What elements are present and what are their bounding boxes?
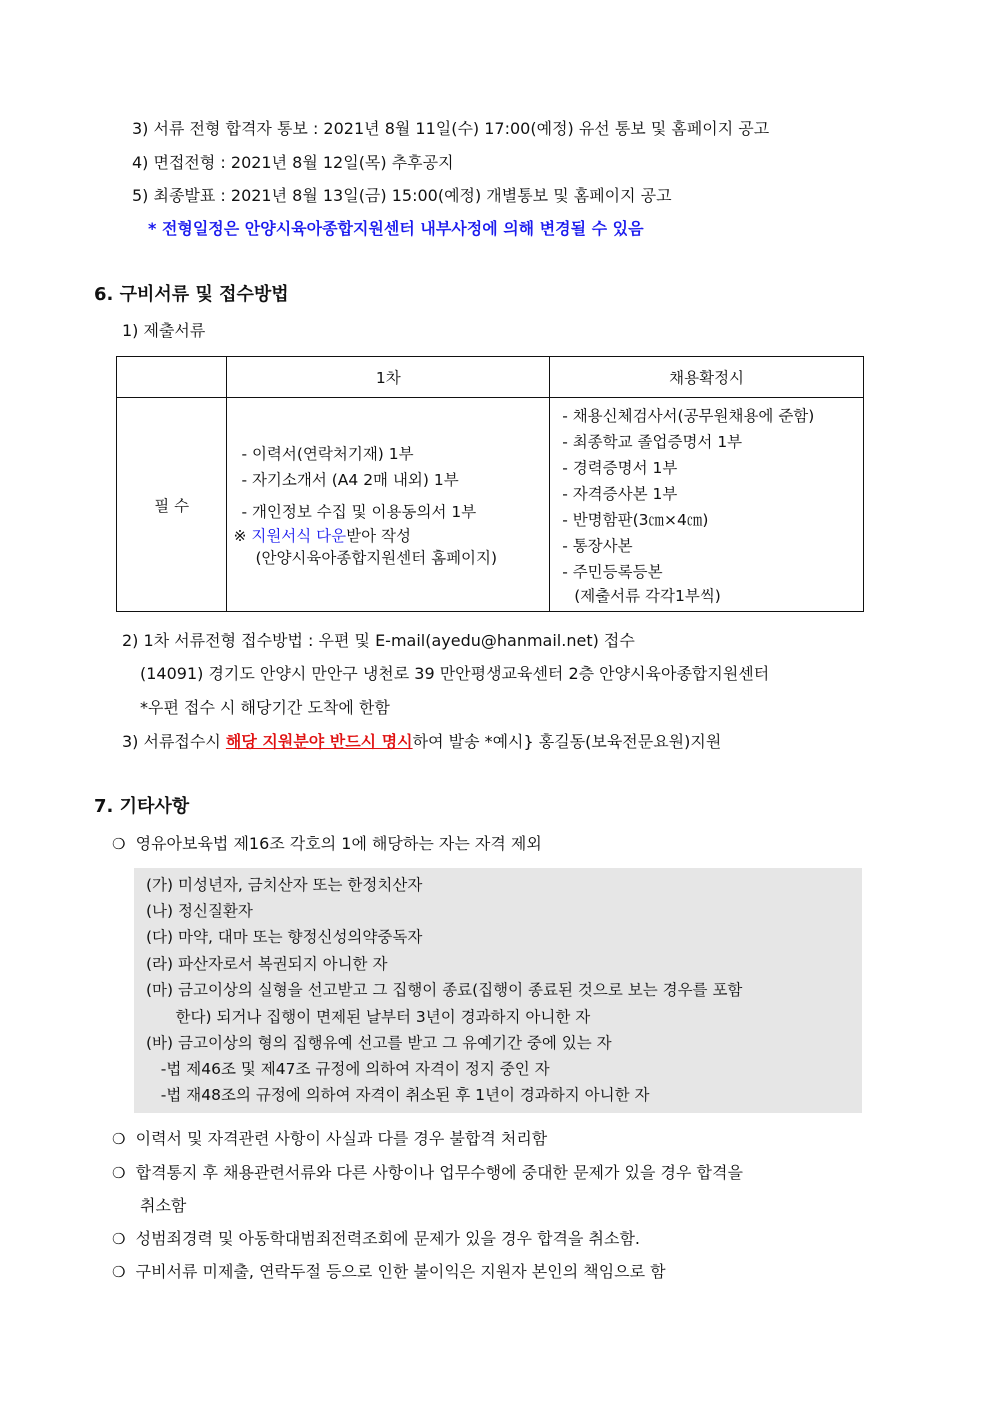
section7-heading: 7. 기타사항 xyxy=(94,796,190,817)
bullet-icon: ❍ xyxy=(112,835,126,853)
table-corner-cell xyxy=(117,357,227,398)
disqualification-item: (라) 파산자로서 복권되지 아니한 자 xyxy=(146,955,388,973)
final-doc-item: - 채용신체검사서(공무원채용에 준함) xyxy=(562,406,815,425)
final-doc-item: - 주민등록등본 xyxy=(562,562,663,581)
section6-heading: 6. 구비서류 및 접수방법 xyxy=(94,284,289,305)
bullet-icon: ❍ xyxy=(112,1130,126,1148)
bullet-icon: ❍ xyxy=(112,1263,126,1281)
first-doc-note-line2: (안양시육아종합지원센터 홈페이지) xyxy=(255,548,498,567)
section7-bullet xyxy=(112,1128,547,1150)
sub3-emphasis: 해당 지원분야 반드시 명시 xyxy=(225,732,413,751)
schedule-item-3: 3) 서류 전형 합격자 통보 : 2021년 8월 11일(수) 17:00(예정) 유선 통보 및 홈페이지 공고 xyxy=(132,119,770,138)
bullet-icon: ❍ xyxy=(112,1164,126,1182)
final-doc-note: (제출서류 각각1부씩) xyxy=(574,586,721,605)
section6-sub1: 1) 제출서류 xyxy=(122,321,206,340)
section7-bullet xyxy=(112,1162,743,1184)
table-header-first: 1차 xyxy=(227,357,550,398)
section6-address: (14091) 경기도 안양시 만안구 냉천로 39 만안평생교육센터 2층 안양시육아종합지원센터 xyxy=(140,664,770,683)
final-doc-item: - 반명함판(3㎝×4㎝) xyxy=(562,510,709,529)
final-docs-cell xyxy=(550,398,864,612)
bullet-text: 합격통지 후 채용관련서류와 다른 사항이나 업무수행에 중대한 문제가 있을 경우 합격을 xyxy=(135,1163,743,1182)
final-doc-item: - 자격증사본 1부 xyxy=(562,484,678,503)
disqualification-item: (바) 금고이상의 형의 집행유예 선고를 받고 그 유예기간 중에 있는 자 xyxy=(146,1034,612,1052)
form-download-link[interactable]: 지원서식 다운 xyxy=(251,526,347,545)
section6-sub3 xyxy=(122,731,721,753)
final-doc-item: - 최종학교 졸업증명서 1부 xyxy=(562,432,743,451)
table-header-final: 채용확정시 xyxy=(550,357,864,398)
section7-bullet xyxy=(112,1228,640,1250)
final-doc-item: - 경력증명서 1부 xyxy=(562,458,678,477)
section6-post-note: *우편 접수 시 해당기간 도착에 한함 xyxy=(140,698,390,717)
first-doc-item: - 개인정보 수집 및 이용동의서 1부 xyxy=(241,502,477,521)
bullet-text: 구비서류 미제출, 연락두절 등으로 인한 불이익은 지원자 본인의 책임으로 함 xyxy=(135,1262,666,1281)
disqualification-item: (나) 정신질환자 xyxy=(146,902,253,920)
disqualification-box xyxy=(134,868,862,1113)
bullet-icon: ❍ xyxy=(112,1230,126,1248)
first-doc-item: - 자기소개서 (A4 2매 내외) 1부 xyxy=(241,470,459,489)
disqualification-item: -법 재48조의 규정에 의하여 자격이 취소된 후 1년이 경과하지 아니한 자 xyxy=(146,1086,650,1104)
section7-bullet-continuation: 취소함 xyxy=(140,1196,187,1215)
bullet-text: 성범죄경력 및 아동학대범죄전력조회에 문제가 있을 경우 합격을 취소함. xyxy=(135,1229,640,1248)
intro-text: 영유아보육법 제16조 각호의 1에 해당하는 자는 자격 제외 xyxy=(135,834,542,853)
disqualification-item: (가) 미성년자, 금치산자 또는 한정치산자 xyxy=(146,876,423,894)
disqualification-item: -법 제46조 및 제47조 규정에 의하여 자격이 정지 중인 자 xyxy=(146,1060,550,1078)
disqualification-item: (다) 마약, 대마 또는 향정신성의약중독자 xyxy=(146,928,423,946)
schedule-item-5: 5) 최종발표 : 2021년 8월 13일(금) 15:00(예정) 개별통보 및 홈페이지 공고 xyxy=(132,186,672,205)
disqualification-item: 한다) 되거나 집행이 면제된 날부터 3년이 경과하지 아니한 자 xyxy=(146,1008,591,1026)
note-symbol: ※ xyxy=(233,526,252,545)
table-row-label: 필 수 xyxy=(117,398,227,612)
section6-sub2: 2) 1차 서류전형 접수방법 : 우편 및 E-mail(ayedu@hanmail.net) 접수 xyxy=(122,631,635,650)
required-documents-table xyxy=(116,356,864,612)
note-suffix: 받아 작성 xyxy=(346,526,411,545)
disqualification-item: (마) 금고이상의 실형을 선고받고 그 집행이 종료(집행이 종료된 것으로 보는 경우를 포함 xyxy=(146,981,743,999)
sub3-suffix: 하여 발송 *예시} 홍길동(보육전문요원)지원 xyxy=(412,732,722,751)
first-doc-item: - 이력서(연락처기재) 1부 xyxy=(241,444,414,463)
bullet-text: 이력서 및 자격관련 사항이 사실과 다를 경우 불합격 처리함 xyxy=(135,1129,548,1148)
first-doc-note xyxy=(233,525,537,547)
schedule-item-4: 4) 면접전형 : 2021년 8월 12일(목) 추후공지 xyxy=(132,153,454,172)
schedule-note: * 전형일정은 안양시육아종합지원센터 내부사정에 의해 변경될 수 있음 xyxy=(148,219,644,238)
sub3-prefix: 3) 서류접수시 xyxy=(122,732,226,751)
section7-intro xyxy=(112,833,542,855)
section7-bullet xyxy=(112,1261,666,1283)
first-docs-cell xyxy=(227,398,550,612)
final-doc-item: - 통장사본 xyxy=(562,536,633,555)
